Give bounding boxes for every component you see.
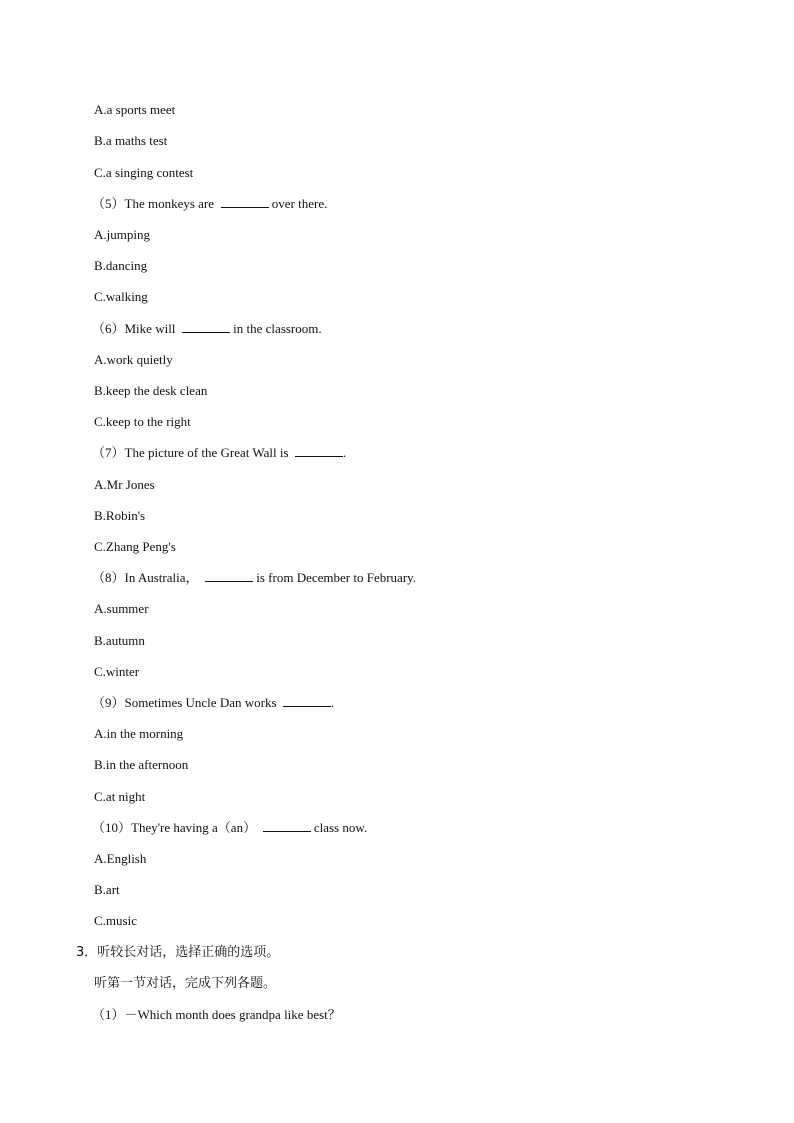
- q7-option-b: B.Robin's: [94, 508, 146, 523]
- q6-option-c: C.keep to the right: [94, 414, 191, 429]
- q9-option-a: A.in the morning: [94, 726, 184, 741]
- q5-stem: [92, 196, 327, 212]
- q6-suffix: in the classroom.: [229, 321, 322, 336]
- q7-suffix: .: [343, 445, 347, 460]
- section-3-q1: （1）－Which month does grandpa like best？: [92, 1007, 341, 1022]
- q10-option-a: A.English: [94, 851, 147, 866]
- q5-prefix: （5）The monkeys are: [92, 196, 218, 211]
- q9-prefix: （9）Sometimes Uncle Dan works: [92, 695, 280, 710]
- q5-option-c: C.walking: [94, 289, 148, 304]
- q8-option-c: C.winter: [94, 664, 140, 679]
- q8-option-b: B.autumn: [94, 633, 145, 648]
- q9-stem: [92, 695, 334, 711]
- q8-prefix: （8）In Australia，: [92, 570, 202, 585]
- q7-option-a: A.Mr Jones: [94, 477, 155, 492]
- q5-option-b: B.dancing: [94, 258, 148, 273]
- q9-option-b: B.in the afternoon: [94, 757, 189, 772]
- q8-stem: [92, 570, 416, 586]
- q7-stem: [92, 445, 346, 461]
- q10-suffix: class now.: [310, 820, 368, 835]
- q7-blank: [295, 445, 343, 457]
- q8-blank: [205, 570, 253, 582]
- q4-option-b: B.a maths test: [94, 133, 168, 148]
- q4-option-c: C.a singing contest: [94, 165, 194, 180]
- section-3-subtitle: 听第一节对话，完成下列各题。: [94, 976, 277, 991]
- section-3-heading: [76, 945, 279, 961]
- q8-option-a: A.summer: [94, 601, 149, 616]
- q10-blank: [263, 820, 311, 832]
- q7-option-c: C.Zhang Peng's: [94, 539, 176, 554]
- q10-option-b: B.art: [94, 882, 120, 897]
- q4-option-a: A.a sports meet: [94, 102, 176, 117]
- q6-option-a: A.work quietly: [94, 352, 173, 367]
- q7-prefix: （7）The picture of the Great Wall is: [92, 445, 292, 460]
- q5-blank: [221, 196, 269, 208]
- q6-stem: [92, 321, 322, 337]
- q10-option-c: C.music: [94, 913, 137, 928]
- section-3-number: 3．: [76, 945, 98, 960]
- q5-suffix: over there.: [268, 196, 328, 211]
- q9-option-c: C.at night: [94, 789, 146, 804]
- q10-stem: [92, 820, 367, 836]
- q6-prefix: （6）Mike will: [92, 321, 179, 336]
- q5-option-a: A.jumping: [94, 227, 150, 242]
- q9-suffix: .: [331, 695, 335, 710]
- q6-blank: [182, 321, 230, 333]
- q10-prefix: （10）They're having a（an）: [92, 820, 260, 835]
- q9-blank: [283, 695, 331, 707]
- q6-option-b: B.keep the desk clean: [94, 383, 208, 398]
- section-3-title: 听较长对话，选择正确的选项。: [97, 945, 280, 960]
- q8-suffix: is from December to February.: [253, 570, 417, 585]
